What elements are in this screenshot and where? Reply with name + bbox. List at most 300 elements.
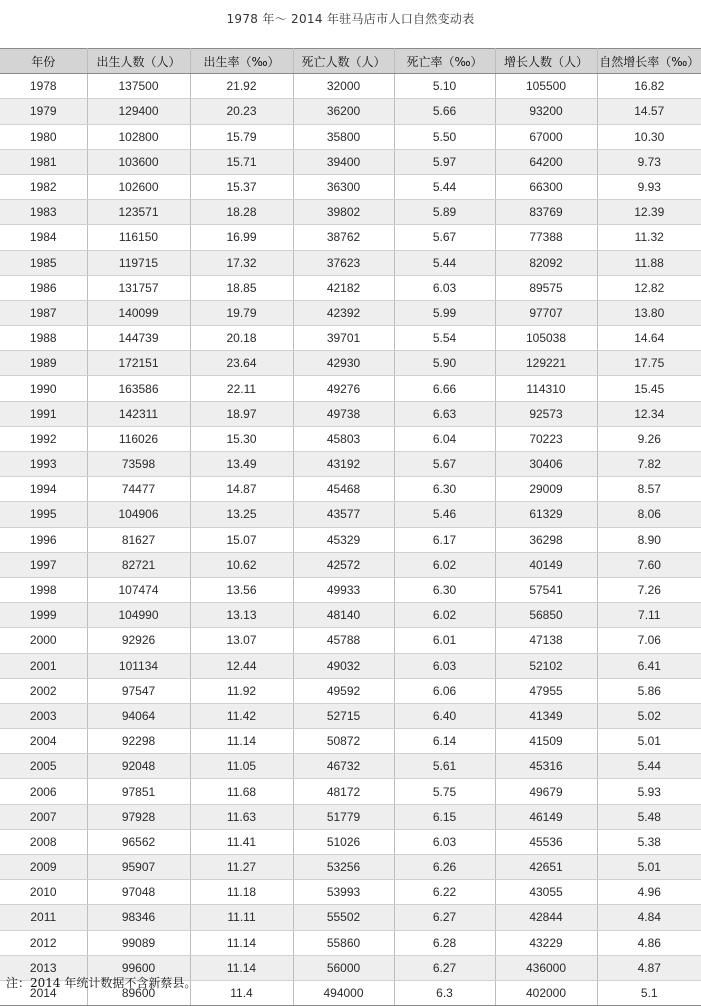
cell-birth-rate: 11.14 bbox=[190, 930, 293, 955]
cell-growth: 402000 bbox=[495, 980, 597, 1005]
cell-death-rate: 5.67 bbox=[394, 225, 495, 250]
table-row bbox=[0, 577, 701, 602]
cell-death-rate: 5.10 bbox=[394, 74, 495, 99]
cell-growth: 61329 bbox=[495, 502, 597, 527]
cell-births: 99600 bbox=[87, 955, 190, 980]
cell-death-rate: 5.66 bbox=[394, 99, 495, 124]
table-row bbox=[0, 603, 701, 628]
cell-deaths: 39701 bbox=[293, 326, 394, 351]
cell-births: 140099 bbox=[87, 300, 190, 325]
cell-deaths: 46732 bbox=[293, 754, 394, 779]
cell-birth-rate: 10.62 bbox=[190, 552, 293, 577]
cell-growth: 114310 bbox=[495, 376, 597, 401]
cell-births: 101134 bbox=[87, 653, 190, 678]
cell-deaths: 53256 bbox=[293, 855, 394, 880]
cell-growth-rate: 5.93 bbox=[597, 779, 701, 804]
header-birth-rate: 出生率（‰） bbox=[190, 49, 293, 74]
cell-births: 97851 bbox=[87, 779, 190, 804]
cell-year: 2005 bbox=[0, 754, 87, 779]
cell-birth-rate: 11.41 bbox=[190, 829, 293, 854]
cell-births: 98346 bbox=[87, 905, 190, 930]
cell-births: 116150 bbox=[87, 225, 190, 250]
table-row bbox=[0, 653, 701, 678]
cell-death-rate: 6.14 bbox=[394, 729, 495, 754]
cell-growth: 47955 bbox=[495, 678, 597, 703]
cell-birth-rate: 13.07 bbox=[190, 628, 293, 653]
cell-birth-rate: 19.79 bbox=[190, 300, 293, 325]
cell-deaths: 48172 bbox=[293, 779, 394, 804]
cell-year: 2013 bbox=[0, 955, 87, 980]
cell-births: 144739 bbox=[87, 326, 190, 351]
cell-births: 94064 bbox=[87, 703, 190, 728]
cell-deaths: 36200 bbox=[293, 99, 394, 124]
cell-births: 97048 bbox=[87, 880, 190, 905]
cell-growth: 66300 bbox=[495, 174, 597, 199]
cell-deaths: 45803 bbox=[293, 426, 394, 451]
table-row bbox=[0, 855, 701, 880]
table-row bbox=[0, 829, 701, 854]
header-death-rate: 死亡率（‰） bbox=[394, 49, 495, 74]
cell-birth-rate: 20.18 bbox=[190, 326, 293, 351]
cell-growth: 70223 bbox=[495, 426, 597, 451]
cell-year: 2014 bbox=[0, 980, 87, 1005]
cell-births: 96562 bbox=[87, 829, 190, 854]
cell-growth-rate: 9.73 bbox=[597, 149, 701, 174]
cell-deaths: 37623 bbox=[293, 250, 394, 275]
cell-death-rate: 6.26 bbox=[394, 855, 495, 880]
cell-year: 2004 bbox=[0, 729, 87, 754]
cell-growth: 89575 bbox=[495, 275, 597, 300]
table-row bbox=[0, 703, 701, 728]
cell-deaths: 51779 bbox=[293, 804, 394, 829]
cell-birth-rate: 14.87 bbox=[190, 477, 293, 502]
table-row bbox=[0, 552, 701, 577]
cell-growth-rate: 5.86 bbox=[597, 678, 701, 703]
cell-death-rate: 6.30 bbox=[394, 477, 495, 502]
cell-birth-rate: 11.18 bbox=[190, 880, 293, 905]
cell-growth: 29009 bbox=[495, 477, 597, 502]
cell-birth-rate: 11.05 bbox=[190, 754, 293, 779]
cell-year: 1981 bbox=[0, 149, 87, 174]
cell-birth-rate: 20.23 bbox=[190, 99, 293, 124]
cell-year: 2000 bbox=[0, 628, 87, 653]
cell-year: 1978 bbox=[0, 74, 87, 99]
table-row bbox=[0, 401, 701, 426]
cell-death-rate: 6.66 bbox=[394, 376, 495, 401]
table-row bbox=[0, 754, 701, 779]
header-deaths: 死亡人数（人） bbox=[293, 49, 394, 74]
table-row bbox=[0, 502, 701, 527]
cell-births: 123571 bbox=[87, 200, 190, 225]
cell-growth: 57541 bbox=[495, 577, 597, 602]
table-row bbox=[0, 200, 701, 225]
table-row bbox=[0, 628, 701, 653]
cell-death-rate: 5.90 bbox=[394, 351, 495, 376]
cell-births: 97547 bbox=[87, 678, 190, 703]
cell-growth-rate: 4.96 bbox=[597, 880, 701, 905]
cell-births: 92048 bbox=[87, 754, 190, 779]
cell-growth-rate: 7.06 bbox=[597, 628, 701, 653]
cell-year: 1985 bbox=[0, 250, 87, 275]
cell-birth-rate: 17.32 bbox=[190, 250, 293, 275]
cell-births: 82721 bbox=[87, 552, 190, 577]
cell-growth: 47138 bbox=[495, 628, 597, 653]
cell-year: 2002 bbox=[0, 678, 87, 703]
cell-death-rate: 5.99 bbox=[394, 300, 495, 325]
table-row bbox=[0, 124, 701, 149]
cell-death-rate: 5.67 bbox=[394, 452, 495, 477]
cell-birth-rate: 15.30 bbox=[190, 426, 293, 451]
cell-death-rate: 5.50 bbox=[394, 124, 495, 149]
cell-births: 73598 bbox=[87, 452, 190, 477]
cell-growth-rate: 14.64 bbox=[597, 326, 701, 351]
cell-deaths: 494000 bbox=[293, 980, 394, 1005]
cell-death-rate: 6.40 bbox=[394, 703, 495, 728]
cell-death-rate: 6.03 bbox=[394, 275, 495, 300]
cell-growth: 45536 bbox=[495, 829, 597, 854]
header-row bbox=[0, 49, 701, 74]
cell-deaths: 35800 bbox=[293, 124, 394, 149]
cell-birth-rate: 11.27 bbox=[190, 855, 293, 880]
cell-year: 2012 bbox=[0, 930, 87, 955]
cell-birth-rate: 11.63 bbox=[190, 804, 293, 829]
cell-growth-rate: 5.44 bbox=[597, 754, 701, 779]
table-row bbox=[0, 376, 701, 401]
cell-birth-rate: 13.49 bbox=[190, 452, 293, 477]
table-row bbox=[0, 880, 701, 905]
cell-death-rate: 5.75 bbox=[394, 779, 495, 804]
cell-death-rate: 6.27 bbox=[394, 955, 495, 980]
cell-births: 142311 bbox=[87, 401, 190, 426]
cell-growth: 83769 bbox=[495, 200, 597, 225]
cell-death-rate: 6.06 bbox=[394, 678, 495, 703]
cell-growth-rate: 15.45 bbox=[597, 376, 701, 401]
cell-growth-rate: 6.41 bbox=[597, 653, 701, 678]
cell-year: 1987 bbox=[0, 300, 87, 325]
cell-deaths: 43577 bbox=[293, 502, 394, 527]
cell-deaths: 49933 bbox=[293, 577, 394, 602]
cell-growth-rate: 5.01 bbox=[597, 855, 701, 880]
table-row bbox=[0, 678, 701, 703]
cell-growth-rate: 11.32 bbox=[597, 225, 701, 250]
cell-deaths: 39400 bbox=[293, 149, 394, 174]
header-year: 年份 bbox=[0, 49, 87, 74]
cell-birth-rate: 15.79 bbox=[190, 124, 293, 149]
cell-birth-rate: 15.37 bbox=[190, 174, 293, 199]
cell-growth: 436000 bbox=[495, 955, 597, 980]
cell-births: 137500 bbox=[87, 74, 190, 99]
cell-death-rate: 6.30 bbox=[394, 577, 495, 602]
cell-year: 2007 bbox=[0, 804, 87, 829]
cell-birth-rate: 23.64 bbox=[190, 351, 293, 376]
cell-deaths: 51026 bbox=[293, 829, 394, 854]
header-births: 出生人数（人） bbox=[87, 49, 190, 74]
cell-year: 1998 bbox=[0, 577, 87, 602]
cell-birth-rate: 11.14 bbox=[190, 955, 293, 980]
cell-deaths: 56000 bbox=[293, 955, 394, 980]
cell-births: 99089 bbox=[87, 930, 190, 955]
cell-births: 172151 bbox=[87, 351, 190, 376]
cell-deaths: 39802 bbox=[293, 200, 394, 225]
cell-birth-rate: 18.85 bbox=[190, 275, 293, 300]
cell-deaths: 42930 bbox=[293, 351, 394, 376]
table-row bbox=[0, 452, 701, 477]
footnote: 注：2014 年统计数据不含新蔡县。 bbox=[6, 976, 197, 990]
cell-growth: 42651 bbox=[495, 855, 597, 880]
table-row bbox=[0, 275, 701, 300]
cell-deaths: 36300 bbox=[293, 174, 394, 199]
cell-growth-rate: 17.75 bbox=[597, 351, 701, 376]
cell-year: 2001 bbox=[0, 653, 87, 678]
cell-year: 1996 bbox=[0, 527, 87, 552]
cell-death-rate: 6.02 bbox=[394, 603, 495, 628]
cell-death-rate: 6.01 bbox=[394, 628, 495, 653]
cell-growth: 30406 bbox=[495, 452, 597, 477]
cell-death-rate: 6.63 bbox=[394, 401, 495, 426]
cell-growth: 41349 bbox=[495, 703, 597, 728]
cell-year: 2006 bbox=[0, 779, 87, 804]
cell-birth-rate: 13.13 bbox=[190, 603, 293, 628]
cell-deaths: 50872 bbox=[293, 729, 394, 754]
cell-year: 2011 bbox=[0, 905, 87, 930]
cell-growth-rate: 12.82 bbox=[597, 275, 701, 300]
cell-births: 129400 bbox=[87, 99, 190, 124]
cell-death-rate: 6.03 bbox=[394, 653, 495, 678]
cell-year: 1991 bbox=[0, 401, 87, 426]
cell-growth: 92573 bbox=[495, 401, 597, 426]
table-row bbox=[0, 149, 701, 174]
table-row bbox=[0, 351, 701, 376]
table-row bbox=[0, 905, 701, 930]
cell-birth-rate: 21.92 bbox=[190, 74, 293, 99]
cell-births: 103600 bbox=[87, 149, 190, 174]
cell-year: 1990 bbox=[0, 376, 87, 401]
cell-growth: 67000 bbox=[495, 124, 597, 149]
cell-growth: 41509 bbox=[495, 729, 597, 754]
cell-births: 107474 bbox=[87, 577, 190, 602]
cell-birth-rate: 18.28 bbox=[190, 200, 293, 225]
cell-death-rate: 5.46 bbox=[394, 502, 495, 527]
cell-growth: 52102 bbox=[495, 653, 597, 678]
cell-growth-rate: 11.88 bbox=[597, 250, 701, 275]
cell-births: 95907 bbox=[87, 855, 190, 880]
cell-deaths: 45788 bbox=[293, 628, 394, 653]
cell-growth: 43055 bbox=[495, 880, 597, 905]
cell-death-rate: 5.44 bbox=[394, 174, 495, 199]
cell-birth-rate: 11.42 bbox=[190, 703, 293, 728]
cell-births: 92298 bbox=[87, 729, 190, 754]
cell-growth-rate: 12.34 bbox=[597, 401, 701, 426]
cell-death-rate: 5.61 bbox=[394, 754, 495, 779]
cell-death-rate: 5.89 bbox=[394, 200, 495, 225]
cell-growth: 64200 bbox=[495, 149, 597, 174]
table-body bbox=[0, 74, 701, 1006]
cell-growth: 46149 bbox=[495, 804, 597, 829]
cell-births: 102600 bbox=[87, 174, 190, 199]
cell-year: 1983 bbox=[0, 200, 87, 225]
cell-births: 131757 bbox=[87, 275, 190, 300]
cell-growth: 77388 bbox=[495, 225, 597, 250]
cell-year: 1995 bbox=[0, 502, 87, 527]
cell-births: 116026 bbox=[87, 426, 190, 451]
cell-growth: 129221 bbox=[495, 351, 597, 376]
cell-growth-rate: 9.93 bbox=[597, 174, 701, 199]
cell-year: 1993 bbox=[0, 452, 87, 477]
cell-year: 1988 bbox=[0, 326, 87, 351]
cell-birth-rate: 16.99 bbox=[190, 225, 293, 250]
cell-growth: 82092 bbox=[495, 250, 597, 275]
cell-growth-rate: 12.39 bbox=[597, 200, 701, 225]
cell-birth-rate: 15.07 bbox=[190, 527, 293, 552]
cell-death-rate: 5.97 bbox=[394, 149, 495, 174]
cell-deaths: 49738 bbox=[293, 401, 394, 426]
cell-births: 92926 bbox=[87, 628, 190, 653]
cell-growth-rate: 16.82 bbox=[597, 74, 701, 99]
cell-birth-rate: 11.68 bbox=[190, 779, 293, 804]
cell-death-rate: 6.28 bbox=[394, 930, 495, 955]
cell-deaths: 48140 bbox=[293, 603, 394, 628]
cell-birth-rate: 22.11 bbox=[190, 376, 293, 401]
cell-deaths: 49592 bbox=[293, 678, 394, 703]
cell-year: 1997 bbox=[0, 552, 87, 577]
table-row bbox=[0, 527, 701, 552]
cell-deaths: 45329 bbox=[293, 527, 394, 552]
cell-year: 2010 bbox=[0, 880, 87, 905]
cell-death-rate: 6.04 bbox=[394, 426, 495, 451]
population-table bbox=[0, 48, 701, 1006]
cell-birth-rate: 18.97 bbox=[190, 401, 293, 426]
table-row bbox=[0, 174, 701, 199]
table-row bbox=[0, 99, 701, 124]
cell-deaths: 49032 bbox=[293, 653, 394, 678]
cell-deaths: 42572 bbox=[293, 552, 394, 577]
table-row bbox=[0, 225, 701, 250]
cell-birth-rate: 11.11 bbox=[190, 905, 293, 930]
cell-year: 2008 bbox=[0, 829, 87, 854]
cell-growth-rate: 5.01 bbox=[597, 729, 701, 754]
cell-death-rate: 6.3 bbox=[394, 980, 495, 1005]
cell-year: 1986 bbox=[0, 275, 87, 300]
cell-death-rate: 6.02 bbox=[394, 552, 495, 577]
cell-year: 1984 bbox=[0, 225, 87, 250]
cell-deaths: 55860 bbox=[293, 930, 394, 955]
cell-growth-rate: 4.84 bbox=[597, 905, 701, 930]
cell-birth-rate: 13.25 bbox=[190, 502, 293, 527]
cell-deaths: 42392 bbox=[293, 300, 394, 325]
cell-deaths: 52715 bbox=[293, 703, 394, 728]
cell-birth-rate: 11.92 bbox=[190, 678, 293, 703]
cell-births: 81627 bbox=[87, 527, 190, 552]
table-row bbox=[0, 426, 701, 451]
cell-births: 74477 bbox=[87, 477, 190, 502]
cell-growth-rate: 7.82 bbox=[597, 452, 701, 477]
table-row bbox=[0, 300, 701, 325]
cell-births: 104906 bbox=[87, 502, 190, 527]
cell-growth: 97707 bbox=[495, 300, 597, 325]
page-title: 1978 年～ 2014 年驻马店市人口自然变动表 bbox=[226, 12, 475, 26]
cell-death-rate: 6.27 bbox=[394, 905, 495, 930]
table-row bbox=[0, 804, 701, 829]
table-row bbox=[0, 326, 701, 351]
cell-births: 102800 bbox=[87, 124, 190, 149]
table-header bbox=[0, 49, 701, 74]
cell-death-rate: 6.22 bbox=[394, 880, 495, 905]
cell-births: 163586 bbox=[87, 376, 190, 401]
cell-growth-rate: 4.87 bbox=[597, 955, 701, 980]
cell-growth-rate: 13.80 bbox=[597, 300, 701, 325]
table-row bbox=[0, 250, 701, 275]
cell-deaths: 38762 bbox=[293, 225, 394, 250]
cell-births: 104990 bbox=[87, 603, 190, 628]
header-growth-rate: 自然增长率（‰） bbox=[597, 49, 701, 74]
cell-deaths: 55502 bbox=[293, 905, 394, 930]
cell-death-rate: 5.54 bbox=[394, 326, 495, 351]
cell-year: 2009 bbox=[0, 855, 87, 880]
cell-growth: 40149 bbox=[495, 552, 597, 577]
cell-deaths: 42182 bbox=[293, 275, 394, 300]
cell-year: 2003 bbox=[0, 703, 87, 728]
table-row bbox=[0, 477, 701, 502]
cell-growth: 36298 bbox=[495, 527, 597, 552]
cell-birth-rate: 13.56 bbox=[190, 577, 293, 602]
cell-growth-rate: 7.11 bbox=[597, 603, 701, 628]
cell-growth-rate: 5.48 bbox=[597, 804, 701, 829]
cell-deaths: 49276 bbox=[293, 376, 394, 401]
cell-death-rate: 6.03 bbox=[394, 829, 495, 854]
cell-births: 119715 bbox=[87, 250, 190, 275]
cell-growth: 45316 bbox=[495, 754, 597, 779]
cell-births: 89600 bbox=[87, 980, 190, 1005]
cell-growth: 56850 bbox=[495, 603, 597, 628]
cell-year: 1999 bbox=[0, 603, 87, 628]
cell-deaths: 32000 bbox=[293, 74, 394, 99]
cell-growth-rate: 5.38 bbox=[597, 829, 701, 854]
cell-growth: 43229 bbox=[495, 930, 597, 955]
cell-year: 1989 bbox=[0, 351, 87, 376]
cell-deaths: 53993 bbox=[293, 880, 394, 905]
table-row bbox=[0, 729, 701, 754]
cell-growth-rate: 10.30 bbox=[597, 124, 701, 149]
cell-growth: 105038 bbox=[495, 326, 597, 351]
table-row bbox=[0, 779, 701, 804]
cell-growth-rate: 14.57 bbox=[597, 99, 701, 124]
cell-year: 1980 bbox=[0, 124, 87, 149]
cell-growth: 42844 bbox=[495, 905, 597, 930]
cell-growth-rate: 5.1 bbox=[597, 980, 701, 1005]
cell-growth-rate: 7.60 bbox=[597, 552, 701, 577]
cell-year: 1979 bbox=[0, 99, 87, 124]
cell-birth-rate: 11.14 bbox=[190, 729, 293, 754]
cell-growth: 105500 bbox=[495, 74, 597, 99]
cell-death-rate: 6.17 bbox=[394, 527, 495, 552]
cell-death-rate: 6.15 bbox=[394, 804, 495, 829]
cell-death-rate: 5.44 bbox=[394, 250, 495, 275]
table-row bbox=[0, 930, 701, 955]
cell-birth-rate: 11.4 bbox=[190, 980, 293, 1005]
cell-growth-rate: 7.26 bbox=[597, 577, 701, 602]
cell-year: 1982 bbox=[0, 174, 87, 199]
cell-growth-rate: 8.57 bbox=[597, 477, 701, 502]
cell-deaths: 45468 bbox=[293, 477, 394, 502]
cell-growth-rate: 8.90 bbox=[597, 527, 701, 552]
cell-births: 97928 bbox=[87, 804, 190, 829]
cell-growth-rate: 5.02 bbox=[597, 703, 701, 728]
cell-year: 1994 bbox=[0, 477, 87, 502]
cell-birth-rate: 15.71 bbox=[190, 149, 293, 174]
cell-growth: 93200 bbox=[495, 99, 597, 124]
cell-deaths: 43192 bbox=[293, 452, 394, 477]
table-row bbox=[0, 74, 701, 99]
